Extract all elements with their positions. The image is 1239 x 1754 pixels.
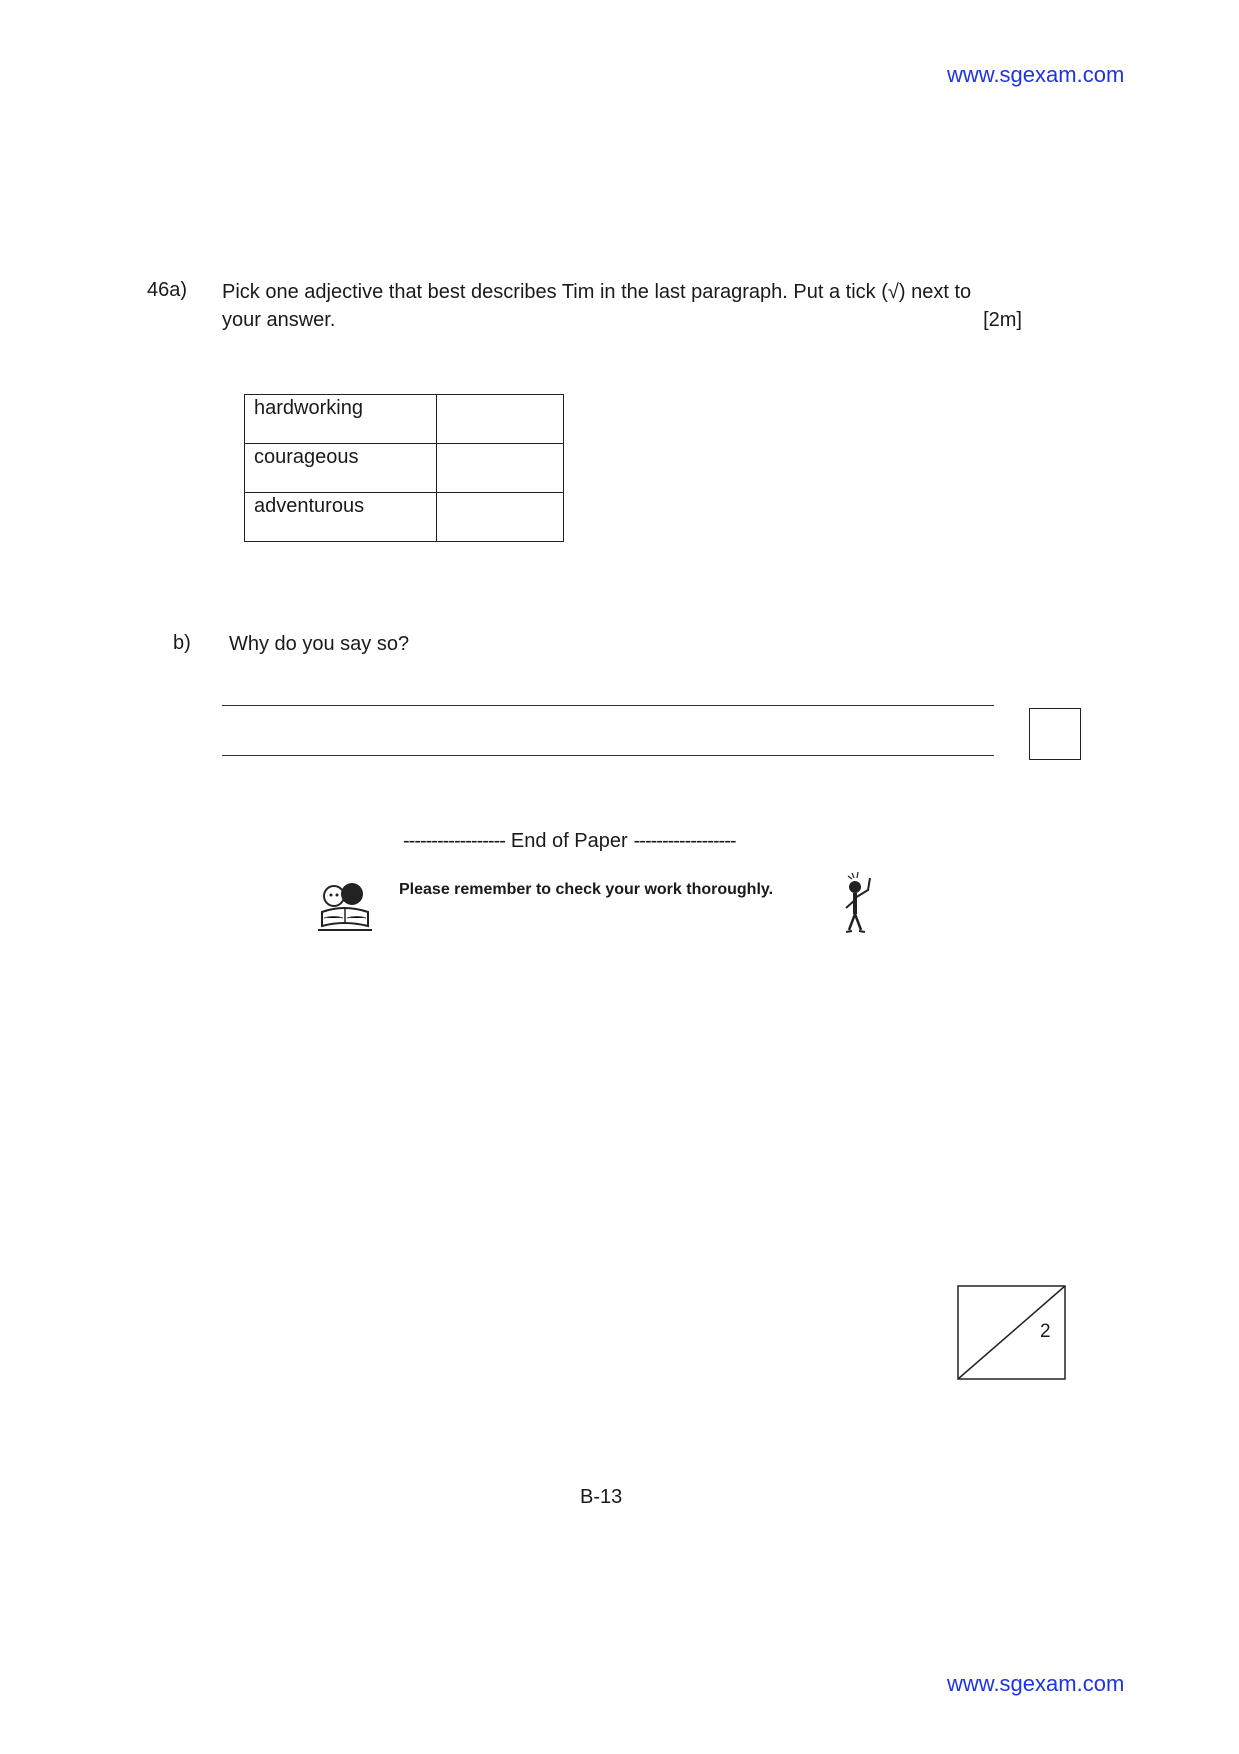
footer-website-link[interactable]: www.sgexam.com	[947, 1671, 1125, 1696]
page-number: B-13	[580, 1486, 623, 1508]
question-46a-line2: your answer.	[222, 309, 336, 331]
answer-line-1[interactable]	[222, 705, 994, 706]
question-46a-marks: [2m]	[983, 309, 1022, 331]
header-website-link[interactable]: www.sgexam.com	[947, 62, 1125, 87]
tick-cell-courageous[interactable]	[437, 444, 564, 493]
option-label-adventurous: adventurous	[245, 493, 437, 542]
question-b-text: Why do you say so?	[229, 633, 410, 655]
page-score-total: 2	[1040, 1321, 1051, 1342]
end-dashes-left: ------------------	[403, 830, 505, 852]
marks-box-b	[1029, 708, 1081, 760]
reminder-text: Please remember to check your work thoroughly.	[399, 881, 774, 898]
thinking-figure-icon	[838, 870, 878, 940]
end-dashes-right: ------------------	[633, 830, 736, 852]
option-label-courageous: courageous	[245, 444, 437, 493]
end-of-paper-line	[403, 830, 736, 853]
tick-cell-adventurous[interactable]	[437, 493, 564, 542]
question-number-b: b)	[173, 632, 191, 654]
question-number-46a: 46a)	[147, 279, 188, 301]
adjective-options-table	[244, 394, 564, 542]
tick-cell-hardworking[interactable]	[437, 395, 564, 444]
end-of-paper-text: End of Paper	[510, 830, 628, 852]
answer-line-2[interactable]	[222, 755, 994, 756]
option-row	[245, 444, 564, 493]
option-label-hardworking: hardworking	[245, 395, 437, 444]
question-46a-text	[222, 278, 1022, 334]
reading-children-icon	[314, 876, 376, 934]
option-row	[245, 493, 564, 542]
question-46a-line1: Pick one adjective that best describes Tim in the last paragraph. Put a tick (√) next to	[222, 281, 972, 303]
option-row	[245, 395, 564, 444]
